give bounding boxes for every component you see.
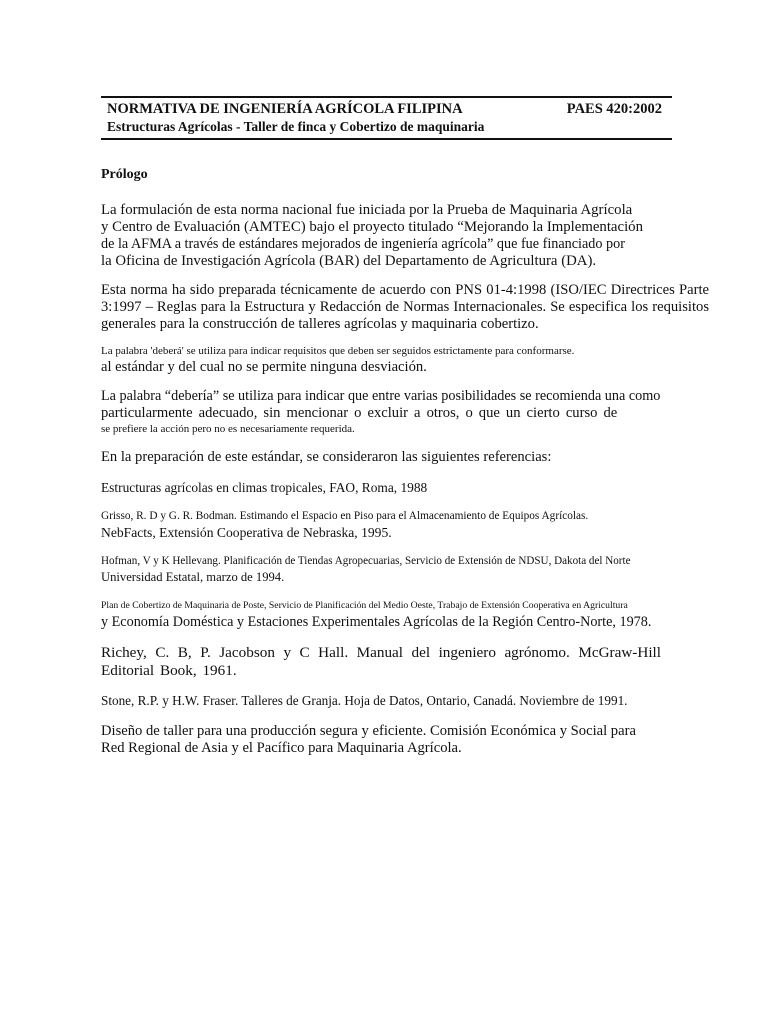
text-line: al estándar y del cual no se permite ninguna desviación. <box>101 359 427 375</box>
references-intro: En la preparación de este estándar, se consideraron las siguientes referencias: <box>101 449 552 465</box>
text-line: particularmente adecuado, sin mencionar o excluir a otros, o que un cierto curso de <box>101 405 618 421</box>
standard-code: PAES 420:2002 <box>566 101 662 117</box>
references-list <box>101 479 711 757</box>
reference-item <box>101 723 711 757</box>
document-header <box>101 96 672 140</box>
deberia-paragraph <box>101 388 711 437</box>
text-line: y Economía Doméstica y Estaciones Experimentales Agrícolas de la Región Centro-Norte, 1978. <box>101 614 652 630</box>
text-line: de la AFMA a través de estándares mejorados de ingeniería agrícola” que fue financiado por <box>101 236 625 252</box>
reference-item: Stone, R.P. y H.W. Fraser. Talleres de Granja. Hoja de Datos, Ontario, Canadá. Noviembre de 1991. <box>101 693 628 708</box>
section-heading: Prólogo <box>101 167 148 182</box>
document-body <box>101 165 711 757</box>
standard-title: NORMATIVA DE INGENIERÍA AGRÍCOLA FILIPINA <box>107 101 463 117</box>
text-line: La palabra “debería” se utiliza para indicar que entre varias posibilidades se recomienda una como <box>101 388 661 404</box>
preparation-paragraph: Esta norma ha sido preparada técnicamente de acuerdo con PNS 01-4:1998 (ISO/IEC Directrices Parte 3:1997 – Reglas para la Estructura y Redacción de Normas Internacionales. Se especifica los requisitos generales para la construcción de talleres agrícolas y maquinaria cobertizo. <box>101 282 709 332</box>
intro-paragraph <box>101 202 711 270</box>
text-line: Grisso, R. D y G. R. Bodman. Estimando el Espacio en Piso para el Almacenamiento de Equipos Agrícolas. <box>101 510 589 522</box>
text-line: Universidad Estatal, marzo de 1994. <box>101 570 285 584</box>
reference-item <box>101 598 711 631</box>
text-line: Red Regional de Asia y el Pacífico para Maquinaria Agrícola. <box>101 740 462 756</box>
text-line: NebFacts, Extensión Cooperativa de Nebraska, 1995. <box>101 525 392 540</box>
text-line: Plan de Cobertizo de Maquinaria de Poste, Servicio de Planificación del Medio Oeste, Trabajo de Extensión Cooperativa en Agricultura <box>101 600 628 611</box>
text-line: Diseño de taller para una producción segura y eficiente. Comisión Económica y Social para <box>101 723 636 739</box>
text-line: La formulación de esta norma nacional fue iniciada por la Prueba de Maquinaria Agrícola <box>101 202 633 218</box>
reference-item: Richey, C. B, P. Jacobson y C Hall. Manual del ingeniero agrónomo. McGraw-Hill Editorial Book, 1961. <box>101 644 661 679</box>
standard-subtitle: Estructuras Agrícolas - Taller de finca y Cobertizo de maquinaria <box>107 119 485 134</box>
text-line: la Oficina de Investigación Agrícola (BAR) del Departamento de Agricultura (DA). <box>101 253 597 269</box>
text-line: se prefiere la acción pero no es necesariamente requerida. <box>101 423 355 435</box>
reference-item: Estructuras agrícolas en climas tropicales, FAO, Roma, 1988 <box>101 480 428 495</box>
reference-item <box>101 553 711 586</box>
text-line: Hofman, V y K Hellevang. Planificación de Tiendas Agropecuarias, Servicio de Extensión de NDSU, Dakota del Norte <box>101 555 631 567</box>
text-line: y Centro de Evaluación (AMTEC) bajo el proyecto titulado “Mejorando la Implementación <box>101 219 643 235</box>
text-line: La palabra 'deberá' se utiliza para indicar requisitos que deben ser seguidos estrictamente para conformarse. <box>101 345 575 357</box>
reference-item <box>101 508 711 541</box>
debera-paragraph <box>101 343 711 376</box>
